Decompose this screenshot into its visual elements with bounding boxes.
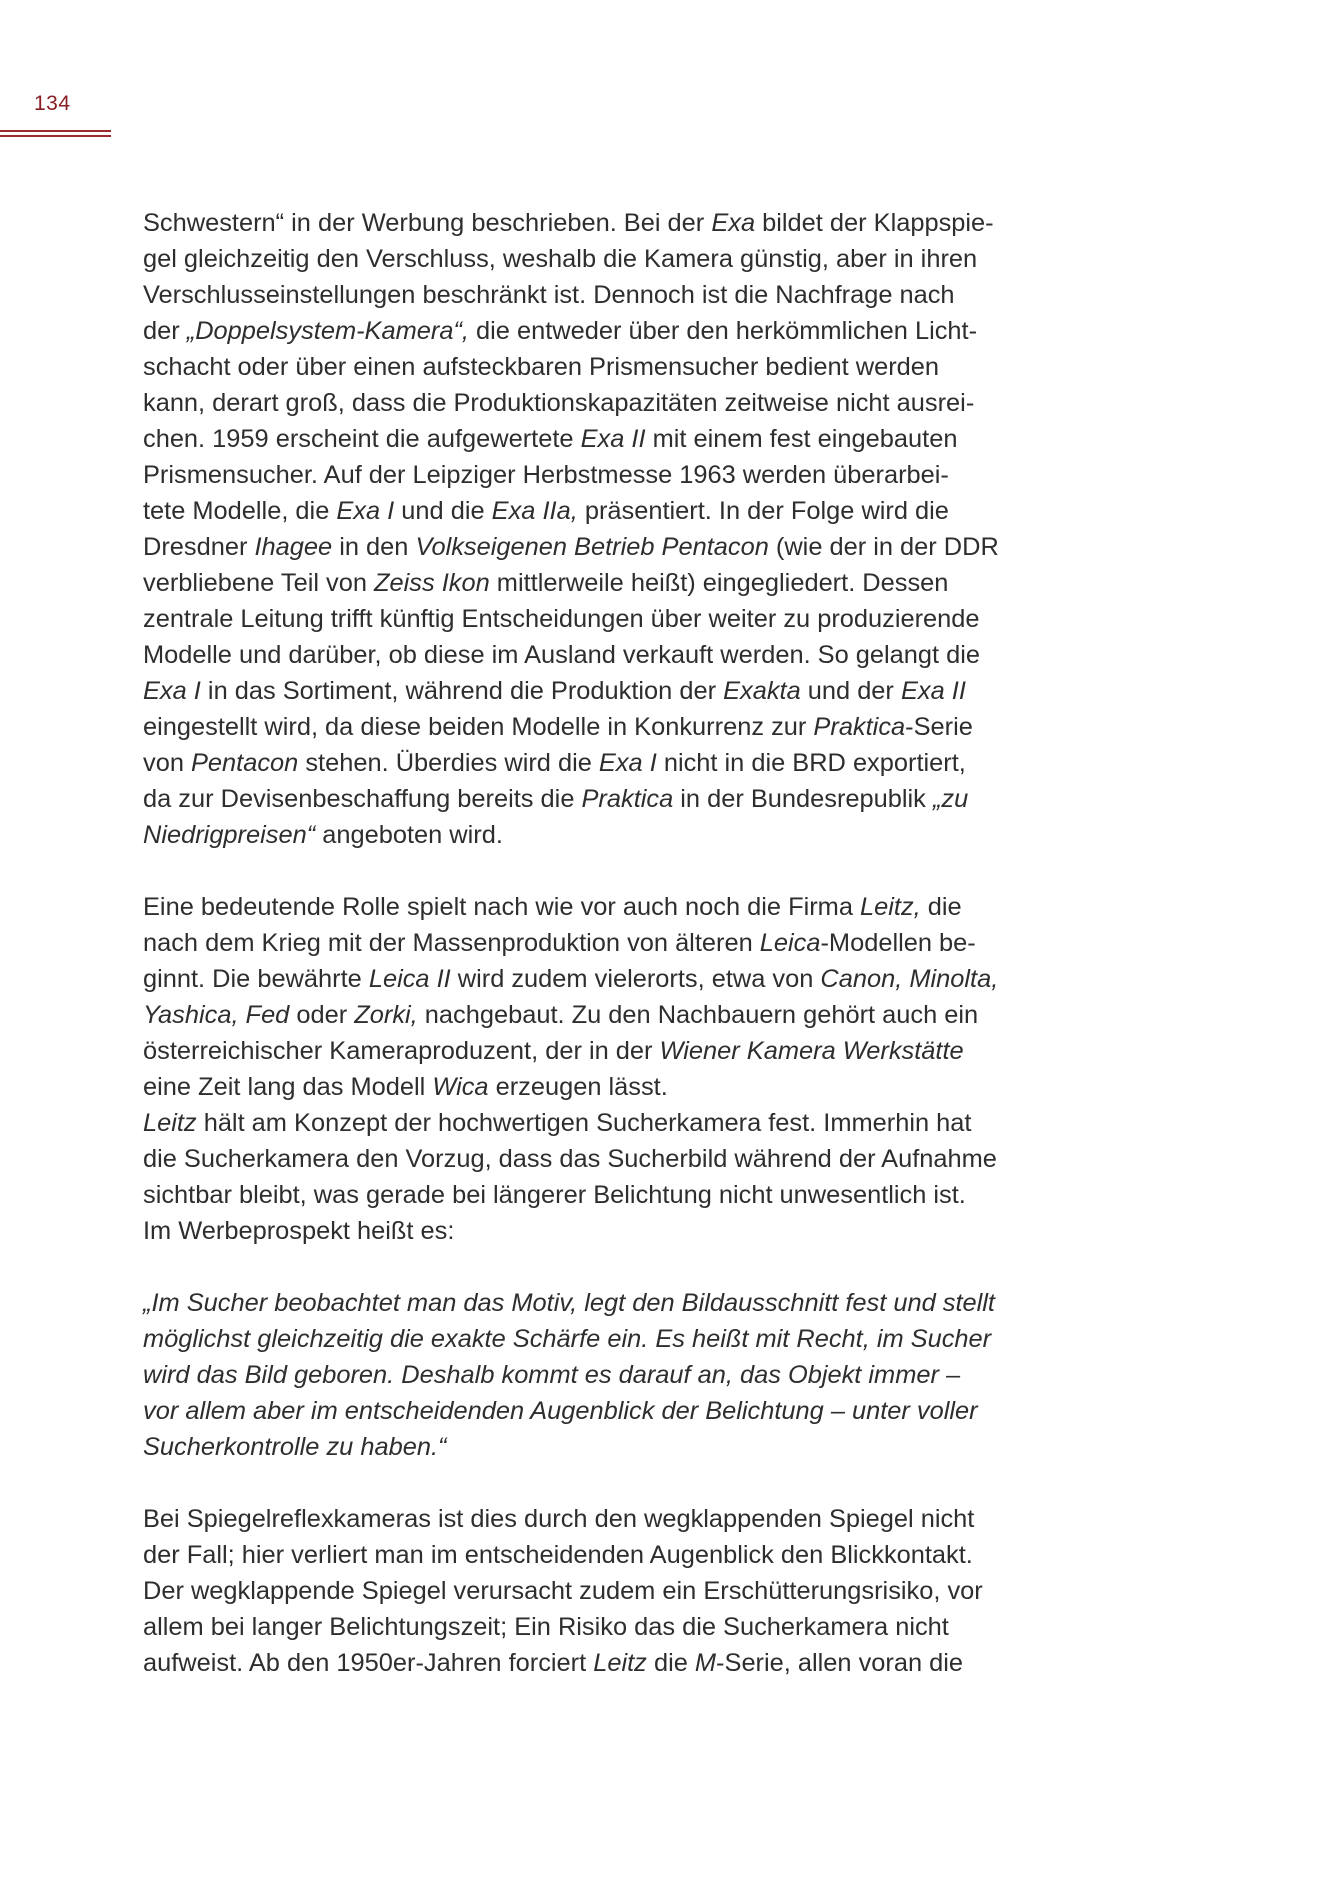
text-line bbox=[143, 1609, 1043, 1645]
text-run: die bbox=[646, 1649, 695, 1677]
italic-run: Leitz bbox=[143, 1109, 197, 1137]
text-line bbox=[143, 421, 1043, 457]
text-line bbox=[143, 1429, 1043, 1465]
text-line bbox=[143, 637, 1043, 673]
text-line bbox=[143, 925, 1043, 961]
italic-run: Leica bbox=[759, 929, 821, 957]
text-line bbox=[143, 1321, 1043, 1357]
text-line bbox=[143, 385, 1043, 421]
text-run: und die bbox=[394, 497, 492, 525]
text-run: wird zudem vielerorts, etwa von bbox=[450, 965, 821, 993]
paragraph-gap bbox=[143, 853, 1043, 889]
italic-run: Exa I bbox=[598, 749, 657, 777]
text-line bbox=[143, 565, 1043, 601]
text-run: (wie der in der DDR bbox=[768, 533, 999, 561]
text-line bbox=[143, 817, 1043, 853]
text-run: die bbox=[920, 893, 962, 921]
italic-run: Exa I bbox=[143, 677, 201, 705]
text-line bbox=[143, 673, 1043, 709]
text-run: Dresdner bbox=[143, 533, 255, 561]
text-run: Im Werbeprospekt heißt es: bbox=[143, 1217, 455, 1245]
italic-run: Exa I bbox=[336, 497, 395, 525]
text-line bbox=[143, 709, 1043, 745]
text-run: zentrale Leitung trifft künftig Entscheidungen über weiter zu produzierende bbox=[143, 605, 980, 633]
text-run: mittlerweile heißt) eingegliedert. Dessen bbox=[489, 569, 949, 597]
text-line bbox=[143, 1069, 1043, 1105]
text-run: Prismensucher. Auf der Leipziger Herbstmesse 1963 werden überarbei- bbox=[143, 461, 949, 489]
text-run: von bbox=[143, 749, 191, 777]
italic-run: „Im Sucher beobachtet man das Motiv, legt den Bildausschnitt fest und stellt bbox=[143, 1289, 995, 1317]
text-line bbox=[143, 493, 1043, 529]
italic-run: Canon, Minolta, bbox=[820, 965, 999, 993]
italic-run: Volkseigenen Betrieb Pentacon bbox=[415, 533, 769, 561]
text-run: und der bbox=[800, 677, 901, 705]
text-run: mit einem fest eingebauten bbox=[645, 425, 958, 453]
text-line bbox=[143, 1573, 1043, 1609]
text-run: nach dem Krieg mit der Massenproduktion von älteren bbox=[143, 929, 760, 957]
text-run: Schwestern“ in der Werbung beschrieben. Bei der bbox=[143, 209, 712, 237]
text-run: stehen. Überdies wird die bbox=[298, 749, 599, 777]
text-line bbox=[143, 1105, 1043, 1141]
text-line bbox=[143, 1141, 1043, 1177]
text-run: kann, derart groß, dass die Produktionskapazitäten zeitweise nicht ausrei- bbox=[143, 389, 975, 417]
text-line bbox=[143, 1285, 1043, 1321]
text-line bbox=[143, 205, 1043, 241]
italic-run: Yashica, Fed bbox=[143, 1001, 290, 1029]
text-line bbox=[143, 961, 1043, 997]
italic-run: Sucherkontrolle zu haben.“ bbox=[143, 1433, 447, 1461]
text-line bbox=[143, 745, 1043, 781]
text-run: erzeugen lässt. bbox=[488, 1073, 668, 1101]
text-run: gel gleichzeitig den Verschluss, weshalb die Kamera günstig, aber in ihren bbox=[143, 245, 978, 273]
page-number: 134 bbox=[34, 92, 71, 115]
text-run: die Sucherkamera den Vorzug, dass das Sucherbild während der Aufnahme bbox=[143, 1145, 997, 1173]
text-run: in das Sortiment, während die Produktion der bbox=[200, 677, 724, 705]
text-run: aufweist. Ab den 1950er-Jahren forciert bbox=[143, 1649, 594, 1677]
text-line bbox=[143, 1213, 1043, 1249]
text-run: in der Bundesrepublik bbox=[673, 785, 933, 813]
header-rule-top bbox=[0, 130, 111, 132]
italic-run: Leitz, bbox=[860, 893, 921, 921]
text-run: -Serie, allen voran die bbox=[716, 1649, 964, 1677]
text-run: der bbox=[143, 317, 187, 345]
paragraph-gap bbox=[143, 1249, 1043, 1285]
text-run: der Fall; hier verliert man im entscheidenden Augenblick den Blickkontakt. bbox=[143, 1541, 973, 1569]
text-run: -Modellen be- bbox=[820, 929, 976, 957]
text-line bbox=[143, 241, 1043, 277]
text-run: österreichischer Kameraproduzent, der in der bbox=[143, 1037, 660, 1065]
italic-run: wird das Bild geboren. Deshalb kommt es darauf an, das Objekt immer – bbox=[143, 1361, 961, 1389]
text-run: sichtbar bleibt, was gerade bei längerer Belichtung nicht unwesentlich ist. bbox=[143, 1181, 966, 1209]
text-line bbox=[143, 1501, 1043, 1537]
text-line bbox=[143, 1645, 1043, 1681]
header-rule-bottom bbox=[0, 135, 111, 137]
text-line bbox=[143, 1357, 1043, 1393]
paragraph bbox=[143, 1501, 1043, 1681]
italic-run: Zorki, bbox=[354, 1001, 418, 1029]
italic-run: Exakta bbox=[723, 677, 801, 705]
text-run: da zur Devisenbeschaffung bereits die bbox=[143, 785, 582, 813]
text-run: die entweder über den herkömmlichen Licht- bbox=[468, 317, 978, 345]
text-run: nachgebaut. Zu den Nachbauern gehört auch ein bbox=[417, 1001, 979, 1029]
text-run: nicht in die BRD exportiert, bbox=[656, 749, 966, 777]
text-line bbox=[143, 1033, 1043, 1069]
italic-run: „zu bbox=[932, 785, 969, 813]
italic-run: Exa bbox=[711, 209, 756, 237]
text-run: Der wegklappende Spiegel verursacht zudem ein Erschütterungsrisiko, vor bbox=[143, 1577, 983, 1605]
quote-paragraph bbox=[143, 1285, 1043, 1465]
text-line bbox=[143, 1177, 1043, 1213]
text-run: ginnt. Die bewährte bbox=[143, 965, 369, 993]
italic-run: Leica II bbox=[368, 965, 451, 993]
text-run: chen. 1959 erscheint die aufgewertete bbox=[143, 425, 581, 453]
text-run: Bei Spiegelreflexkameras ist dies durch den wegklappenden Spiegel nicht bbox=[143, 1505, 975, 1533]
paragraph bbox=[143, 889, 1043, 1249]
italic-run: Exa IIa, bbox=[491, 497, 578, 525]
italic-run: Pentacon bbox=[191, 749, 299, 777]
text-line bbox=[143, 997, 1043, 1033]
text-run: oder bbox=[289, 1001, 355, 1029]
text-run: tete Modelle, die bbox=[143, 497, 337, 525]
text-run: hält am Konzept der hochwertigen Sucherkamera fest. Immerhin hat bbox=[196, 1109, 972, 1137]
italic-run: Niedrigpreisen“ bbox=[143, 821, 316, 849]
paragraph bbox=[143, 205, 1043, 853]
text-line bbox=[143, 781, 1043, 817]
text-run: verbliebene Teil von bbox=[143, 569, 375, 597]
italic-run: Zeiss Ikon bbox=[374, 569, 490, 597]
text-line bbox=[143, 349, 1043, 385]
text-run: präsentiert. In der Folge wird die bbox=[577, 497, 949, 525]
text-line bbox=[143, 313, 1043, 349]
text-line bbox=[143, 457, 1043, 493]
italic-run: möglichst gleichzeitig die exakte Schärfe ein. Es heißt mit Recht, im Sucher bbox=[143, 1325, 992, 1353]
text-line bbox=[143, 889, 1043, 925]
italic-run: Exa II bbox=[900, 677, 966, 705]
text-line bbox=[143, 601, 1043, 637]
italic-run: Leitz bbox=[593, 1649, 647, 1677]
italic-run: Exa II bbox=[580, 425, 646, 453]
text-run: Eine bedeutende Rolle spielt nach wie vor auch noch die Firma bbox=[143, 893, 861, 921]
italic-run: Praktica bbox=[581, 785, 674, 813]
italic-run: „Doppelsystem-Kamera“, bbox=[186, 317, 469, 345]
text-run: angeboten wird. bbox=[315, 821, 503, 849]
text-run: -Serie bbox=[905, 713, 973, 741]
text-run: allem bei langer Belichtungszeit; Ein Risiko das die Sucherkamera nicht bbox=[143, 1613, 949, 1641]
text-line bbox=[143, 1393, 1043, 1429]
text-run: eine Zeit lang das Modell bbox=[143, 1073, 433, 1101]
text-line bbox=[143, 1537, 1043, 1573]
text-run: Verschlusseinstellungen beschränkt ist. Dennoch ist die Nachfrage nach bbox=[143, 281, 955, 309]
text-run: bildet der Klappspie- bbox=[755, 209, 994, 237]
text-line bbox=[143, 277, 1043, 313]
text-line bbox=[143, 529, 1043, 565]
text-run: schacht oder über einen aufsteckbaren Prismensucher bedient werden bbox=[143, 353, 940, 381]
italic-run: Wiener Kamera Werkstätte bbox=[659, 1037, 964, 1065]
text-run: Modelle und darüber, ob diese im Ausland verkauft werden. So gelangt die bbox=[143, 641, 981, 669]
italic-run: M bbox=[694, 1649, 717, 1677]
italic-run: Praktica bbox=[813, 713, 906, 741]
paragraph-gap bbox=[143, 1465, 1043, 1501]
text-run: eingestellt wird, da diese beiden Modelle in Konkurrenz zur bbox=[143, 713, 814, 741]
italic-run: Ihagee bbox=[254, 533, 333, 561]
italic-run: Wica bbox=[432, 1073, 489, 1101]
body-text bbox=[143, 205, 1043, 1681]
text-run: in den bbox=[332, 533, 416, 561]
italic-run: vor allem aber im entscheidenden Augenblick der Belichtung – unter voller bbox=[143, 1397, 978, 1425]
